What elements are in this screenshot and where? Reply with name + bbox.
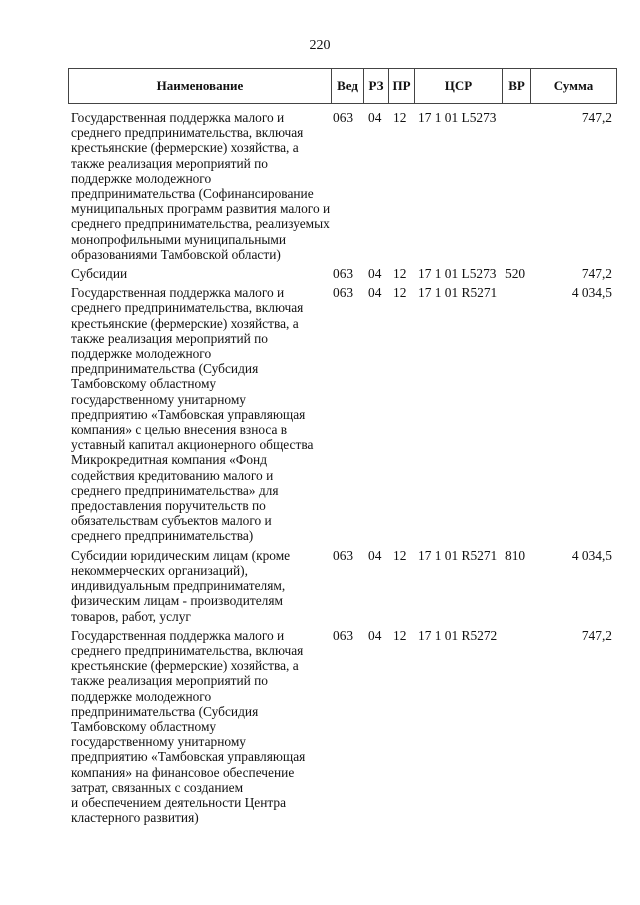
cell-vr: 810 [505,547,526,563]
row-name-line: компания» с целью внесения взноса в [71,422,288,438]
row-name-line: также реализация мероприятий по [71,673,269,689]
row-name-line: поддержке молодежного [71,688,212,704]
row-name-line: образованиями Тамбовской области) [71,246,281,262]
row-name-line: среднего предпринимательства, реализуемых [71,216,330,232]
row-name-line: среднего предпринимательства) [71,528,254,544]
row-name-line: монопрофильными муниципальными [71,231,287,247]
row-name-line: государственному унитарному [71,734,246,750]
row-name-line: индивидуальным предпринимателям, [71,578,286,594]
row-name-line: предоставления поручительств по [71,498,266,514]
cell-rz: 04 [368,285,382,301]
row-name-line: муниципальных программ развития малого и [71,201,331,217]
row-name-line: крестьянские (фермерские) хозяйства, а [71,140,299,156]
row-name-line: затрат, связанных с созданием [71,779,244,795]
table-row [71,266,617,281]
row-name-line: содействия кредитованию малого и [71,467,274,483]
row-name [71,285,331,543]
row-name-line: товаров, работ, услуг [71,608,191,624]
table-row [71,110,617,262]
page-number: 220 [309,38,331,53]
cell-pr: 12 [393,547,407,563]
row-name-line: среднего предпринимательства, включая [71,642,304,658]
row-name-line: предприятию «Тамбовская управляющая [71,749,306,765]
row-name-line: и обеспечением деятельности Центра [71,794,287,810]
cell-ved: 063 [333,266,354,282]
row-name-line: крестьянские (фермерские) хозяйства, а [71,658,299,674]
row-name-line: Государственная поддержка малого и [71,285,285,301]
row-name-line: поддержке молодежного [71,170,212,186]
cell-csr: 17 1 01 R5272 [418,627,498,643]
cell-sum: 4 034,5 [571,285,612,301]
cell-ved: 063 [333,110,354,125]
row-name-line: среднего предпринимательства» для [71,482,279,498]
header-sum: Сумма [553,78,594,93]
cell-ved: 063 [333,547,354,563]
table-body [71,110,617,829]
row-name [71,266,331,281]
row-name-line: предпринимательства (Субсидия [71,703,259,719]
cell-ved: 063 [333,627,354,643]
cell-sum: 747,2 [581,266,612,282]
cell-csr: 17 1 01 L5273 [418,266,497,282]
cell-pr: 12 [393,110,407,125]
cell-rz: 04 [368,627,382,643]
cell-sum: 4 034,5 [571,547,612,563]
header-ved: Вед [332,69,364,103]
row-name-line: предпринимательства (Субсидия [71,361,259,377]
cell-rz: 04 [368,547,382,563]
row-name-line: среднего предпринимательства, включая [71,300,304,316]
row-name-line: обязательствам субъектов малого и [71,513,272,529]
cell-rz: 04 [368,110,382,125]
row-name [71,548,331,624]
row-name-line: крестьянские (фермерские) хозяйства, а [71,315,299,331]
cell-vr: 520 [505,266,526,282]
cell-csr: 17 1 01 R5271 [418,285,498,301]
table-row [71,548,617,624]
cell-sum: 747,2 [581,110,612,125]
table-row [71,285,617,543]
row-name-line: Тамбовскому областному [71,718,217,734]
row-name-line: также реализация мероприятий по [71,330,269,346]
row-name-line: Государственная поддержка малого и [71,110,285,125]
row-name-line: государственному унитарному [71,391,246,407]
row-name-line: Микрокредитная компания «Фонд [71,452,268,468]
row-name [71,628,331,826]
row-name-line: поддержке молодежного [71,346,212,362]
header-vr: ВР [503,69,531,103]
cell-pr: 12 [393,627,407,643]
header-name: Наименование [69,69,332,103]
row-name-line: уставный капитал акционерного общества [71,437,314,453]
row-name-line: компания» на финансовое обеспечение [71,764,295,780]
row-name-line: физическим лицам - производителям [71,593,283,609]
row-name-line: также реализация мероприятий по [71,155,269,171]
cell-csr: 17 1 01 R5271 [418,547,498,563]
row-name-line: среднего предпринимательства, включая [71,125,304,141]
row-name-line: Субсидии юридическим лицам (кроме [71,547,291,563]
header-pr: ПР [389,69,415,103]
cell-csr: 17 1 01 L5273 [418,110,497,125]
row-name-line: Субсидии [71,266,128,282]
row-name [71,110,331,262]
table-row [71,628,617,826]
row-name-line: Государственная поддержка малого и [71,627,285,643]
header-rz: РЗ [364,69,389,103]
row-name-line: кластерного развития) [71,810,199,826]
row-name-line: Тамбовскому областному [71,376,217,392]
cell-pr: 12 [393,285,407,301]
row-name-line: предприятию «Тамбовская управляющая [71,406,306,422]
cell-rz: 04 [368,266,382,282]
header-csr: ЦСР [415,69,503,103]
row-name-line: некоммерческих организаций), [71,562,248,578]
row-name-line: предпринимательства (Софинансирование [71,186,314,202]
table-header [68,68,617,104]
cell-sum: 747,2 [581,627,612,643]
cell-pr: 12 [393,266,407,282]
cell-ved: 063 [333,285,354,301]
